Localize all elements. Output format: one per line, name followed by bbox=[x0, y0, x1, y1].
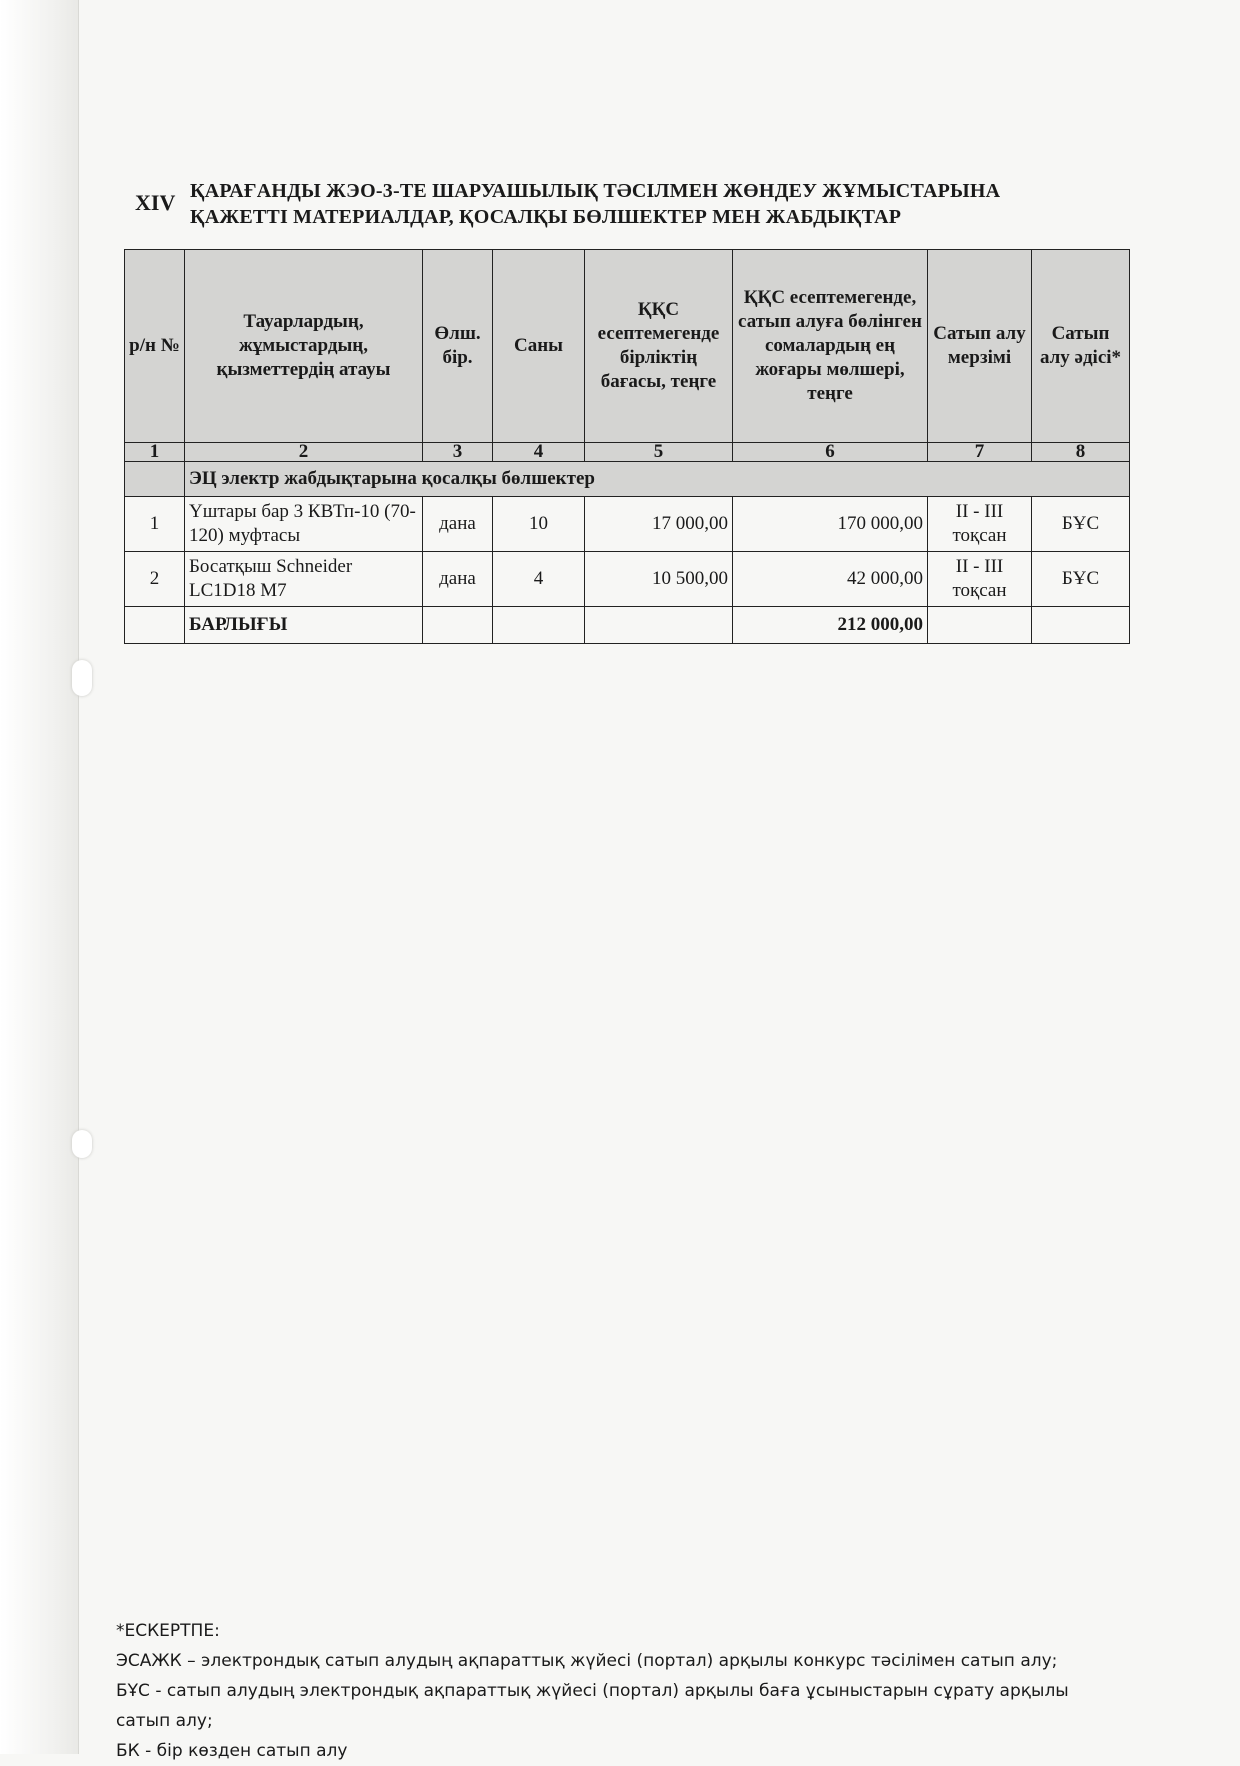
row-qty: 10 bbox=[493, 497, 585, 552]
row-name: Босатқыш Schneider LC1D18 M7 bbox=[185, 552, 423, 607]
column-number: 5 bbox=[585, 443, 733, 462]
row-method: БҰС bbox=[1032, 497, 1130, 552]
header-name: Тауарлардың, жұмыстардың, қызметтердің атауы bbox=[185, 250, 423, 443]
header-qty: Саны bbox=[493, 250, 585, 443]
total-empty bbox=[1032, 607, 1130, 644]
column-number: 3 bbox=[423, 443, 493, 462]
header-period: Сатып алу мерзімі bbox=[928, 250, 1032, 443]
column-number: 8 bbox=[1032, 443, 1130, 462]
total-empty bbox=[928, 607, 1032, 644]
row-unit-price: 17 000,00 bbox=[585, 497, 733, 552]
column-number-row bbox=[125, 443, 1130, 462]
column-number: 2 bbox=[185, 443, 423, 462]
table-row bbox=[125, 552, 1130, 607]
row-method: БҰС bbox=[1032, 552, 1130, 607]
table-header-row bbox=[125, 250, 1130, 443]
total-label: БАРЛЫҒЫ bbox=[185, 607, 423, 644]
notes-line: ЭСАЖК – электрондық сатып алудың ақпараттық жүйесі (портал) арқылы конкурс тәсілімен сатып алу; bbox=[116, 1651, 1058, 1671]
scan-edge bbox=[0, 0, 79, 1754]
group-spacer bbox=[125, 462, 185, 497]
header-max-amount: ҚҚС есептемегенде, сатып алуға бөлінген сомалардың ең жоғары мөлшері, теңге bbox=[733, 250, 928, 443]
total-value: 212 000,00 bbox=[733, 607, 928, 644]
footnotes bbox=[116, 1616, 1156, 1766]
column-number: 1 bbox=[125, 443, 185, 462]
row-total: 42 000,00 bbox=[733, 552, 928, 607]
header-unit: Өлш. бір. bbox=[423, 250, 493, 443]
row-unit: дана bbox=[423, 552, 493, 607]
row-period: II - III тоқсан bbox=[928, 497, 1032, 552]
row-no: 1 bbox=[125, 497, 185, 552]
row-period: II - III тоқсан bbox=[928, 552, 1032, 607]
total-spacer bbox=[125, 607, 185, 644]
total-empty bbox=[585, 607, 733, 644]
notes-line: сатып алу; bbox=[116, 1711, 213, 1731]
total-empty bbox=[423, 607, 493, 644]
row-total: 170 000,00 bbox=[733, 497, 928, 552]
row-unit: дана bbox=[423, 497, 493, 552]
group-title: ЭЦ электр жабдықтарына қосалқы бөлшектер bbox=[185, 462, 1130, 497]
column-number: 4 bbox=[493, 443, 585, 462]
title-block bbox=[130, 178, 1130, 230]
header-no: р/н № bbox=[125, 250, 185, 443]
title-line-1: ҚАРАҒАНДЫ ЖЭО-3-ТЕ ШАРУАШЫЛЫҚ ТӘСІЛМЕН ЖӨНДЕУ ЖҰМЫСТАРЫНА bbox=[190, 180, 1001, 202]
column-number: 7 bbox=[928, 443, 1032, 462]
title-line-2: ҚАЖЕТТІ МАТЕРИАЛДАР, ҚОСАЛҚЫ БӨЛШЕКТЕР МЕН ЖАБДЫҚТАР bbox=[190, 206, 902, 228]
header-unit-price: ҚҚС есептемегенде бірліктің бағасы, теңге bbox=[585, 250, 733, 443]
row-no: 2 bbox=[125, 552, 185, 607]
group-row bbox=[125, 462, 1130, 497]
document-title bbox=[190, 178, 1130, 230]
row-qty: 4 bbox=[493, 552, 585, 607]
total-row bbox=[125, 607, 1130, 644]
column-number: 6 bbox=[733, 443, 928, 462]
punch-hole bbox=[72, 1130, 92, 1158]
notes-line: БК - бір көзден сатып алу bbox=[116, 1741, 348, 1761]
table-row bbox=[125, 497, 1130, 552]
materials-table bbox=[124, 249, 1130, 644]
notes-heading: *ЕСКЕРТПЕ: bbox=[116, 1621, 220, 1641]
total-empty bbox=[493, 607, 585, 644]
header-method: Сатып алу әдісі* bbox=[1032, 250, 1130, 443]
section-number: XIV bbox=[135, 190, 176, 215]
row-name: Үштары бар 3 КВТп-10 (70-120) муфтасы bbox=[185, 497, 423, 552]
notes-line: БҰС - сатып алудың электрондық ақпараттық жүйесі (портал) арқылы баға ұсыныстарын сұрату арқылы bbox=[116, 1681, 1069, 1701]
row-unit-price: 10 500,00 bbox=[585, 552, 733, 607]
punch-hole bbox=[72, 660, 92, 696]
